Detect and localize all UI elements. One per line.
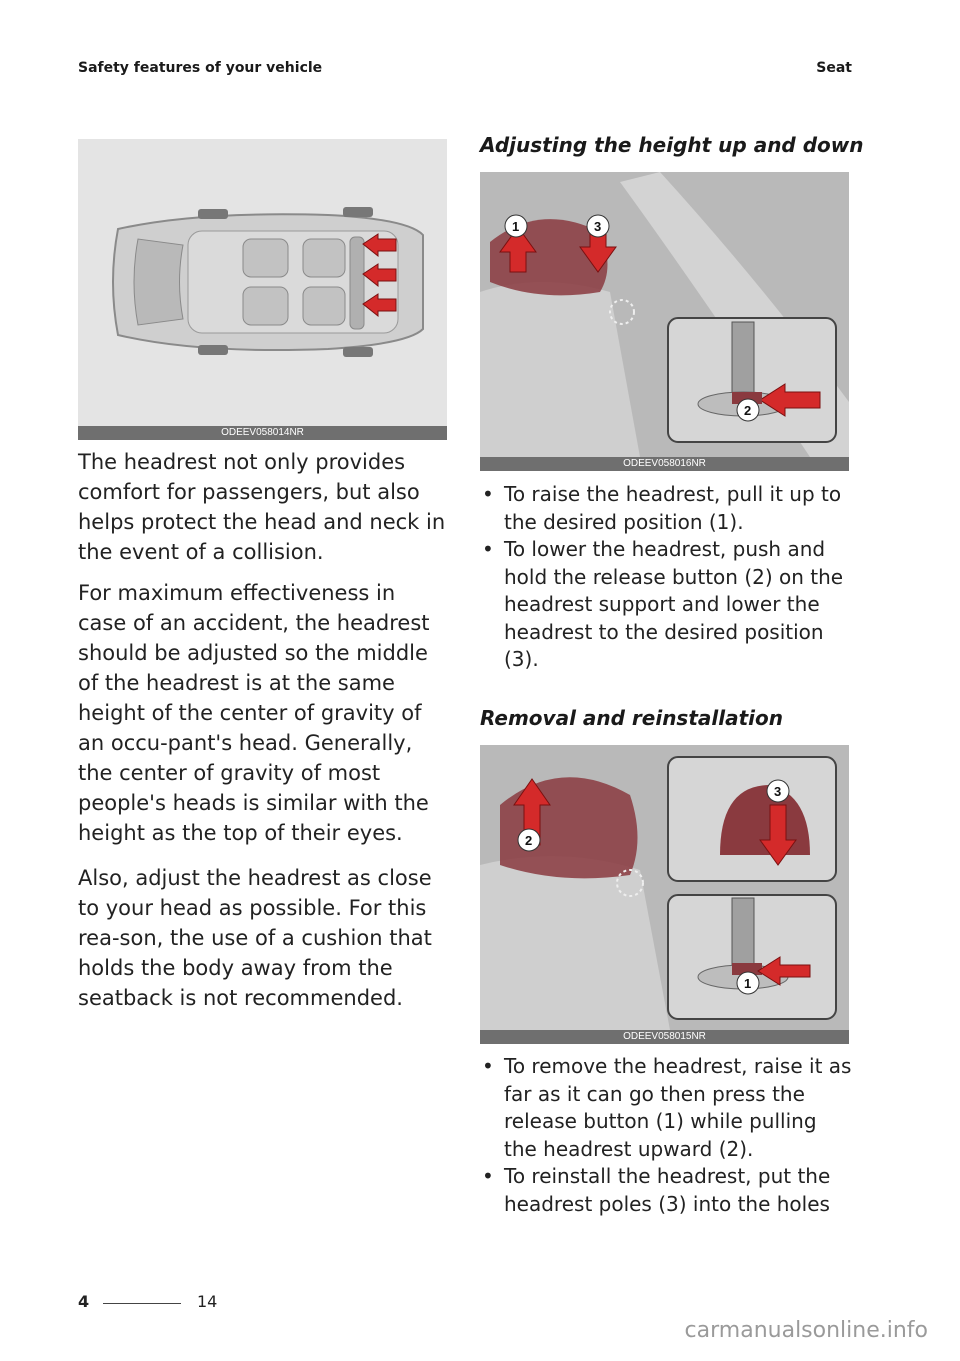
footer-divider [103,1303,181,1304]
headrest-removal-illustration [480,745,849,1030]
page-number: 14 [197,1292,218,1311]
callout-3: 3 [774,784,782,799]
figure-code: ODEEV058015NR [480,1030,849,1044]
list-item: • To raise the headrest, pull it up to the desired position (1). [482,482,842,534]
list-item: • To reinstall the headrest, put the headrest poles (3) into the holes [482,1164,831,1216]
callout-2: 2 [525,833,533,848]
section-heading-adjust-height: Adjusting the height up and down [480,133,864,157]
bullet-icon: • [482,1054,494,1078]
callout-2: 2 [744,403,752,418]
list-item: • To remove the headrest, raise it as far as it can go then press the release button (1) while pulling the headrest upward (2). [482,1054,852,1161]
figure-code: ODEEV058014NR [78,426,447,440]
section-title: Safety features of your vehicle [78,60,323,76]
callout-1: 1 [512,219,520,234]
bullet-icon: • [482,1164,494,1188]
headrest-height-illustration [480,172,849,457]
figure-code: ODEEV058016NR [480,457,849,471]
callout-3: 3 [594,219,602,234]
bullet-list-adjust-height [480,481,852,674]
figure-car-top-view [78,139,447,440]
watermark: carmanualsonline.info [684,1318,928,1343]
car-top-view-illustration [78,139,447,426]
paragraph-headrest-adjustment: For maximum effectiveness in case of an accident, the headrest should be adjusted so the middle of the headrest is at the same height of the center of gravity of an occu-pant's head. Generally, the center of gravity of most people's heads is similar with the height as the top of their eyes. [78,581,430,845]
paragraph-headrest-close: Also, adjust the headrest as close to your head as possible. For this rea-son, the use of a cushion that holds the body away from the seatback is not recommended. [78,866,432,1010]
chapter-title: Seat [816,60,852,76]
figure-headrest-height-adjust [480,172,849,471]
callout-1: 1 [744,976,752,991]
section-heading-removal: Removal and reinstallation [480,706,783,730]
bullet-list-removal [480,1053,852,1218]
paragraph-headrest-purpose: The headrest not only provides comfort for passengers, but also helps protect the head and neck in the event of a collision. [78,450,446,564]
bullet-icon: • [482,537,494,561]
bullet-icon: • [482,482,494,506]
figure-headrest-removal [480,745,849,1044]
chapter-number: 4 [78,1292,90,1311]
list-item: • To lower the headrest, push and hold the release button (2) on the headrest support and lower the headrest to the desired position (3). [482,537,844,671]
